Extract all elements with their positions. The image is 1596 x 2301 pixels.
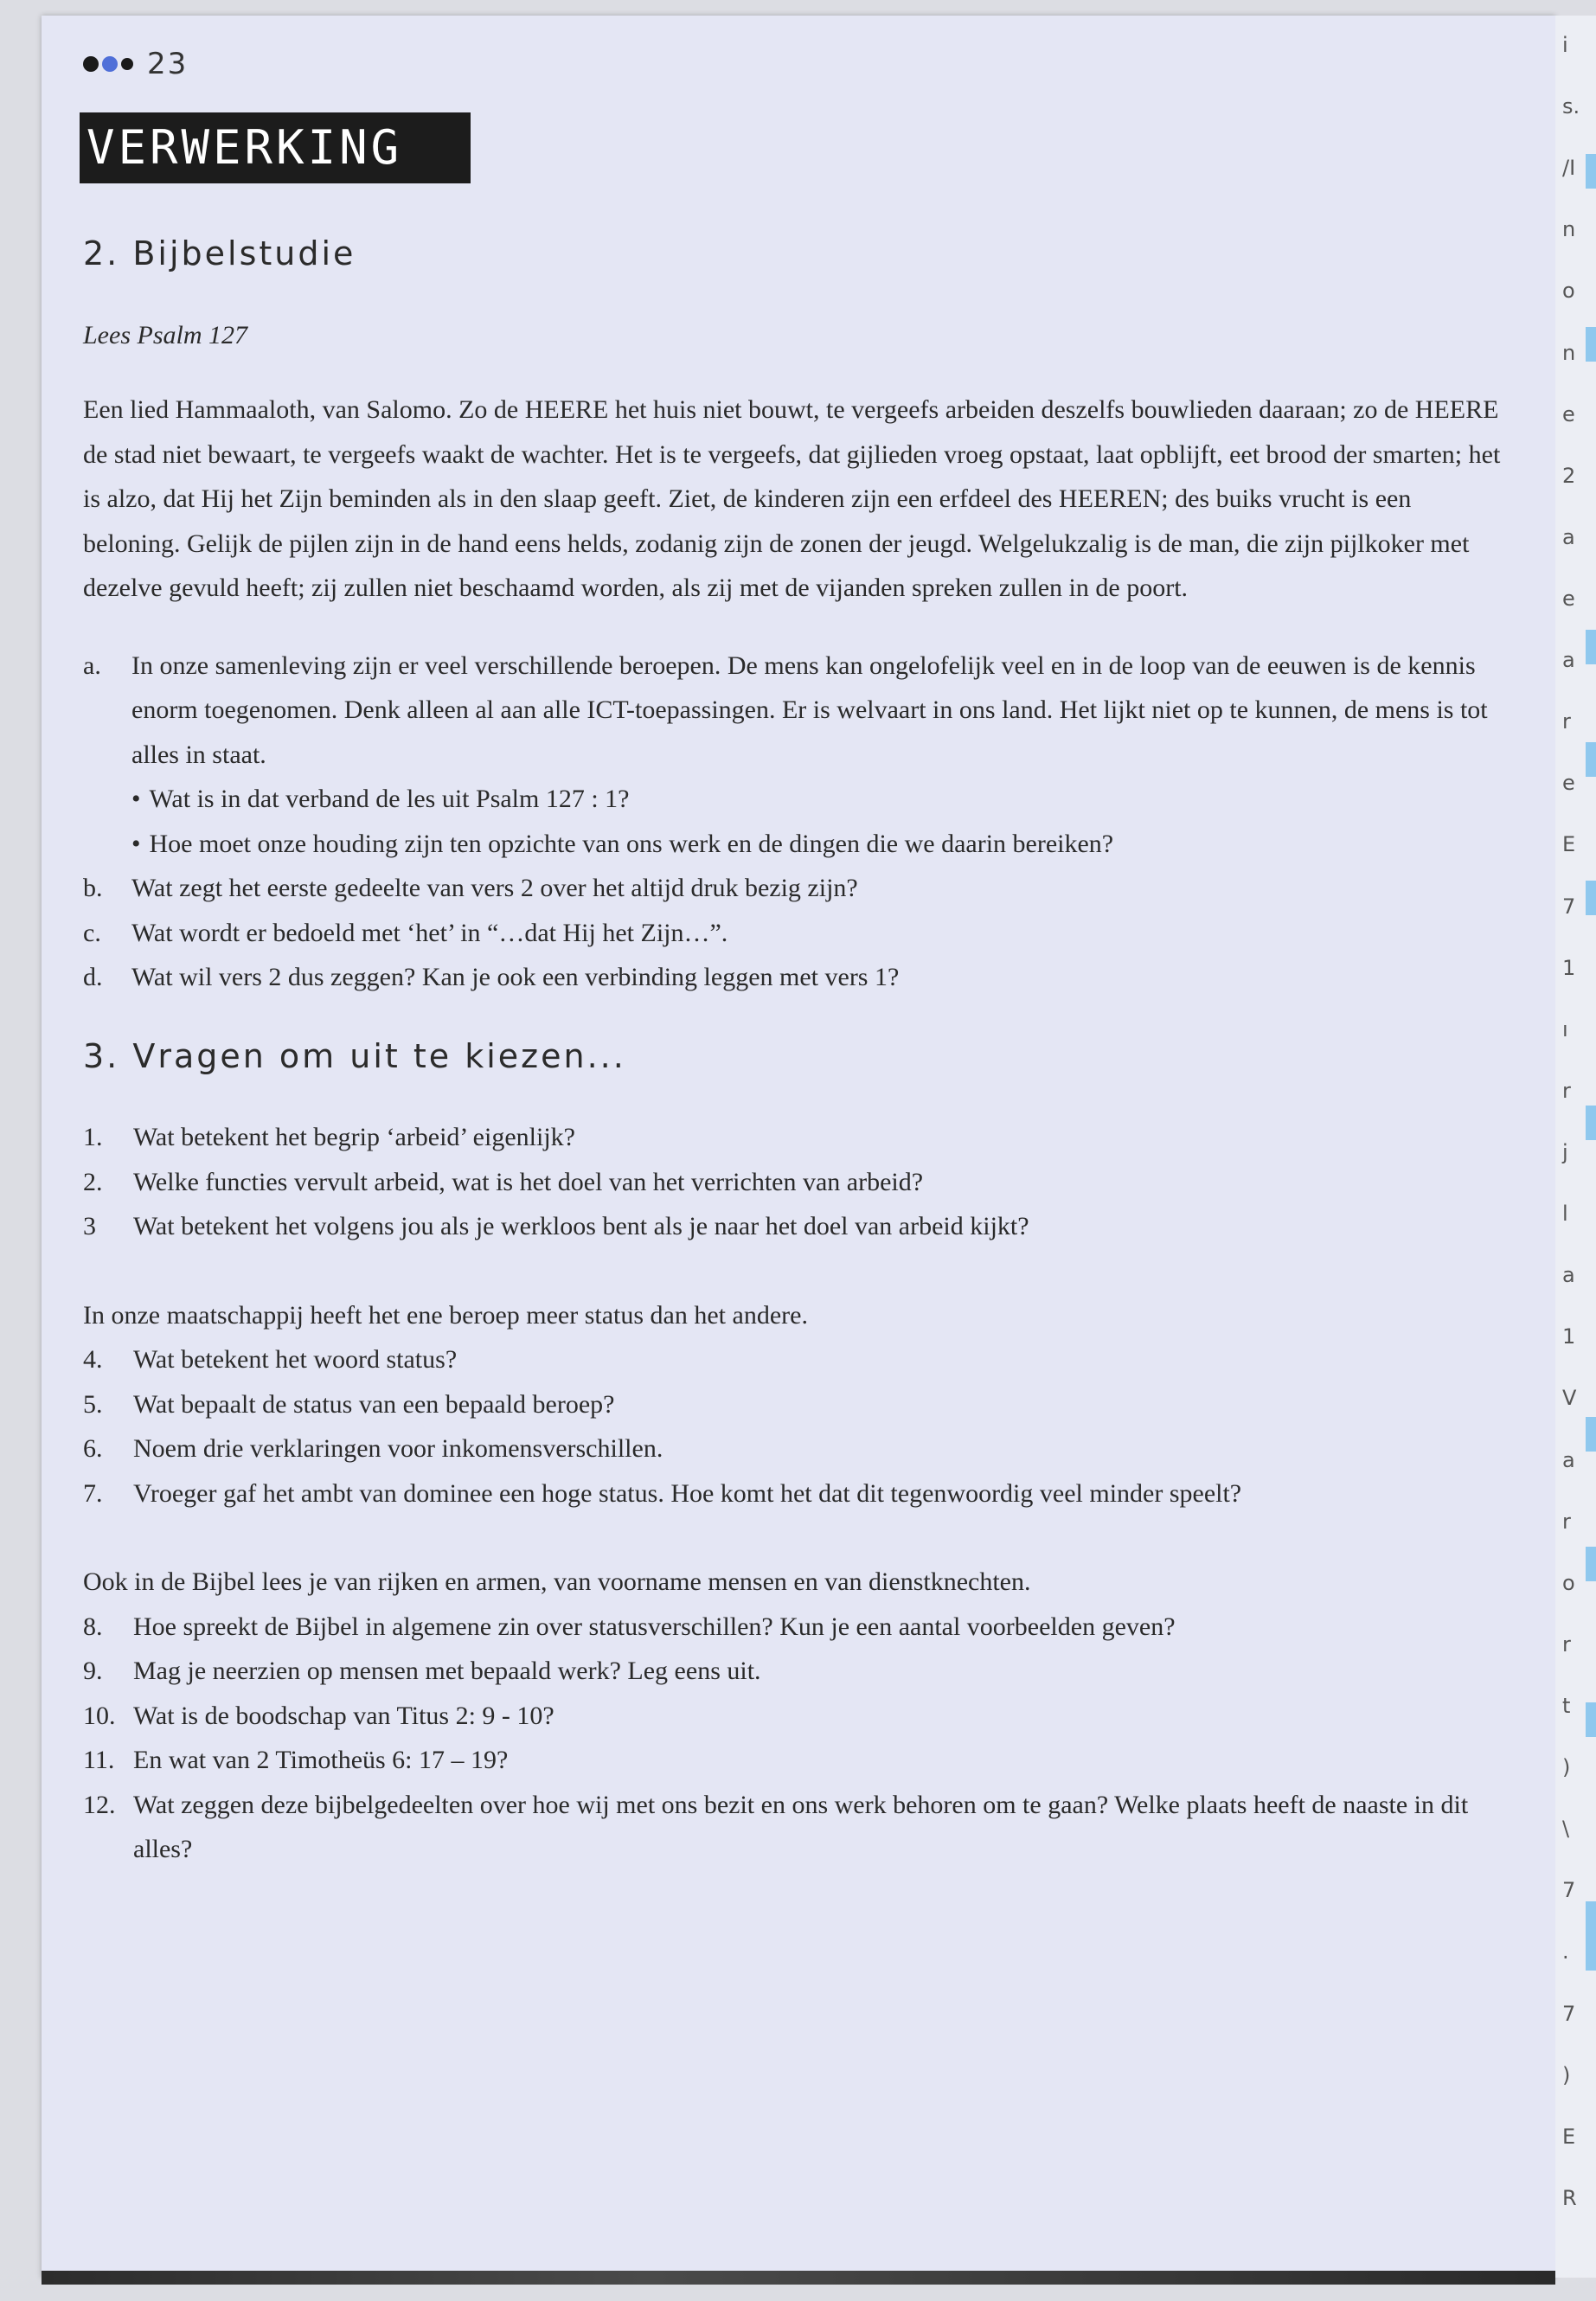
page-bottom-edge [42,2271,1555,2285]
adjacent-page-fragment: a [1562,524,1575,549]
adjacent-page-fragment: 1 [1562,1324,1576,1349]
item-text: Wat is de boodschap van Titus 2: 9 - 10? [133,1701,554,1730]
item-text: Wat zeggen deze bijbelgedeelten over hoe wij met ons bezit en ons werk behoren om te gaan? Welke plaats heeft de naaste in dit alles? [133,1790,1469,1863]
adjacent-page-fragment: ı [1562,1016,1568,1042]
adjacent-page-fragment: 7 [1562,2001,1576,2026]
item-label: a. [83,651,101,680]
list-item [83,1649,1510,1694]
adjacent-page-fragment: V [1562,1386,1577,1411]
adjacent-page-fragment: /I [1562,156,1576,181]
tab-marker [1586,630,1596,664]
tab-marker [1586,1702,1596,1737]
list-item [83,866,1510,911]
adjacent-page-fragment: e [1562,401,1575,426]
tab-marker [1586,1106,1596,1140]
list-item [83,1694,1510,1739]
adjacent-page-fragment: r [1562,1078,1571,1103]
adjacent-page-fragment: e [1562,771,1575,796]
adjacent-page-fragment: j [1562,1140,1568,1164]
adjacent-page-fragment: 2 [1562,463,1576,488]
adjacent-page-fragment: a [1562,1263,1575,1288]
adjacent-page-fragment: E [1562,832,1576,857]
tab-marker [1586,881,1596,915]
list-item [83,1115,1510,1160]
question-group-1 [83,1115,1510,1249]
adjacent-page-fragment: R [1562,2185,1577,2210]
question-group-2 [83,1337,1510,1516]
adjacent-page-fragment: l [1562,1202,1568,1227]
intro-bible: Ook in de Bijbel lees je van rijken en armen, van voorname mensen en van dienstknechten. [83,1567,1031,1596]
tab-marker [1586,1417,1596,1452]
tab-marker [1586,327,1596,362]
item-text: Wat betekent het woord status? [133,1345,458,1374]
document-page [42,16,1555,2278]
adjacent-page-fragment: 7 [1562,1878,1576,1903]
item-label: 11. [83,1746,115,1774]
adjacent-page-fragment: a [1562,1447,1575,1472]
adjacent-page-edge [1555,16,1596,2278]
tab-marker [1586,154,1596,189]
item-label: 3 [83,1212,96,1240]
tab-marker [1586,742,1596,777]
dot-icon [83,56,99,72]
item-text: Wat bepaalt de status van een bepaald beroep? [133,1389,615,1419]
bible-study-questions [83,644,1510,1000]
dot-icon [102,56,118,72]
dot-icon [121,58,133,70]
adjacent-page-fragment: e [1562,586,1575,611]
page-marker-dots-icon [83,56,133,72]
item-label: 6. [83,1434,103,1463]
adjacent-page-fragment: n [1562,217,1576,242]
adjacent-page-fragment: r [1562,1631,1571,1657]
item-label: 1. [83,1123,103,1151]
adjacent-page-fragment: o [1562,1570,1575,1595]
item-text: En wat van 2 Timotheüs 6: 17 – 19? [133,1746,509,1774]
item-label: 9. [83,1657,103,1685]
adjacent-page-fragment: ) [1562,1755,1571,1780]
adjacent-page-fragment: E [1562,2124,1576,2149]
item-label: b. [83,874,103,902]
item-text: Vroeger gaf het ambt van dominee een hoge status. Hoe komt het dat dit tegenwoordig veel minder speelt? [133,1478,1242,1508]
item-label: 2. [83,1167,103,1196]
section-banner: VERWERKING [80,112,471,183]
item-text: Wat zegt het eerste gedeelte van vers 2 over het altijd druk bezig zijn? [131,874,858,902]
page-number: 23 [147,47,189,81]
adjacent-page-fragment: r [1562,1509,1571,1534]
adjacent-page-fragment: s. [1562,94,1580,119]
list-item [83,1605,1510,1650]
adjacent-page-fragment: n [1562,340,1576,365]
item-label: 4. [83,1345,103,1374]
item-label: 8. [83,1612,103,1641]
list-item [83,1204,1510,1249]
tab-marker [1586,1901,1596,1971]
tab-marker [1586,1547,1596,1581]
list-item [83,644,1510,867]
list-item [83,1471,1510,1516]
page-content [83,232,1510,1872]
item-text: Noem drie verklaringen voor inkomensverschillen. [133,1434,663,1463]
adjacent-page-fragment: ) [1562,2062,1571,2087]
item-text: Wat betekent het begrip ‘arbeid’ eigenlijk? [133,1123,575,1151]
bullet-item: • Wat is in dat verband de les uit Psalm 127 : 1? [131,777,1510,822]
item-text: In onze samenleving zijn er veel verschillende beroepen. De mens kan ongelofelijk veel en in de loop van de eeuwen is de kennis enorm toegenomen. Denk alleen al aan alle ICT-toepassingen. Er is welvaart in ons land. Het lijkt niet op te kunnen, de mens is tot alles in staat. [131,651,1488,769]
item-text: Wat wil vers 2 dus zeggen? Kan je ook een verbinding leggen met vers 1? [131,963,900,991]
bible-study-heading: 2. Bijbelstudie [83,234,356,272]
item-label: 7. [83,1478,103,1508]
adjacent-page-fragment: t [1562,1694,1571,1718]
adjacent-page-fragment: i [1562,33,1568,57]
page-header [83,47,188,81]
psalm-text: Een lied Hammaaloth, van Salomo. Zo de HEERE het huis niet bouwt, te vergeefs arbeiden deszelfs bouwlieden daaraan; zo de HEERE de stad niet bewaart, te vergeefs waakt de wachter. Het is te vergeefs, dat gijlieden vroeg opstaat, laat opblijft, eet brood der smarten; het is alzo, dat Hij het Zijn beminden als in den slaap geeft. Ziet, de kinderen zijn een erfdeel des HEEREN; des buiks vrucht is een beloning. Gelijk de pijlen zijn in de hand eens helds, zodanig zijn de zonen der jeugd. Welgelukzalig is de man, die zijn pijlkoker met dezelve gevuld heeft; zij zullen niet beschaamd worden, als zij met de vijanden spreken zullen in de poort. [83,395,1501,602]
item-label: 5. [83,1389,103,1419]
list-item [83,1738,1510,1783]
list-item [83,955,1510,1000]
item-text: Mag je neerzien op mensen met bepaald werk? Leg eens uit. [133,1657,761,1685]
adjacent-page-fragment: 1 [1562,955,1576,980]
adjacent-page-fragment: 7 [1562,894,1576,919]
question-group-3 [83,1605,1510,1872]
item-label: 10. [83,1701,116,1730]
adjacent-page-fragment: a [1562,648,1575,673]
item-label: d. [83,963,103,991]
item-text: Welke functies vervult arbeid, wat is het doel van het verrichten van arbeid? [133,1167,924,1196]
adjacent-page-fragment: o [1562,279,1575,304]
item-text: Hoe spreekt de Bijbel in algemene zin over statusverschillen? Kun je een aantal voorbeelden geven? [133,1612,1176,1641]
adjacent-page-fragment: . [1562,1939,1569,1965]
adjacent-page-fragment: \ [1562,1817,1570,1842]
list-item [83,1337,1510,1382]
item-label: c. [83,918,101,947]
list-item [83,1160,1510,1205]
list-item [83,1783,1510,1872]
choose-questions-heading: 3. Vragen om uit te kiezen... [83,1036,626,1075]
item-text: Wat betekent het volgens jou als je werkloos bent als je naar het doel van arbeid kijkt? [133,1212,1029,1240]
bullet-item: • Hoe moet onze houding zijn ten opzichte van ons werk en de dingen die we daarin bereiken? [131,822,1510,867]
list-item [83,1426,1510,1471]
list-item [83,911,1510,956]
list-item [83,1382,1510,1427]
adjacent-page-fragment: r [1562,709,1571,734]
reading-instruction: Lees Psalm 127 [83,320,247,349]
item-label: 12. [83,1790,116,1819]
intro-status: In onze maatschappij heeft het ene beroep meer status dan het andere. [83,1300,808,1330]
item-text: Wat wordt er bedoeld met ‘het’ in “…dat Hij het Zijn…”. [131,918,728,947]
sub-questions [131,777,1510,866]
